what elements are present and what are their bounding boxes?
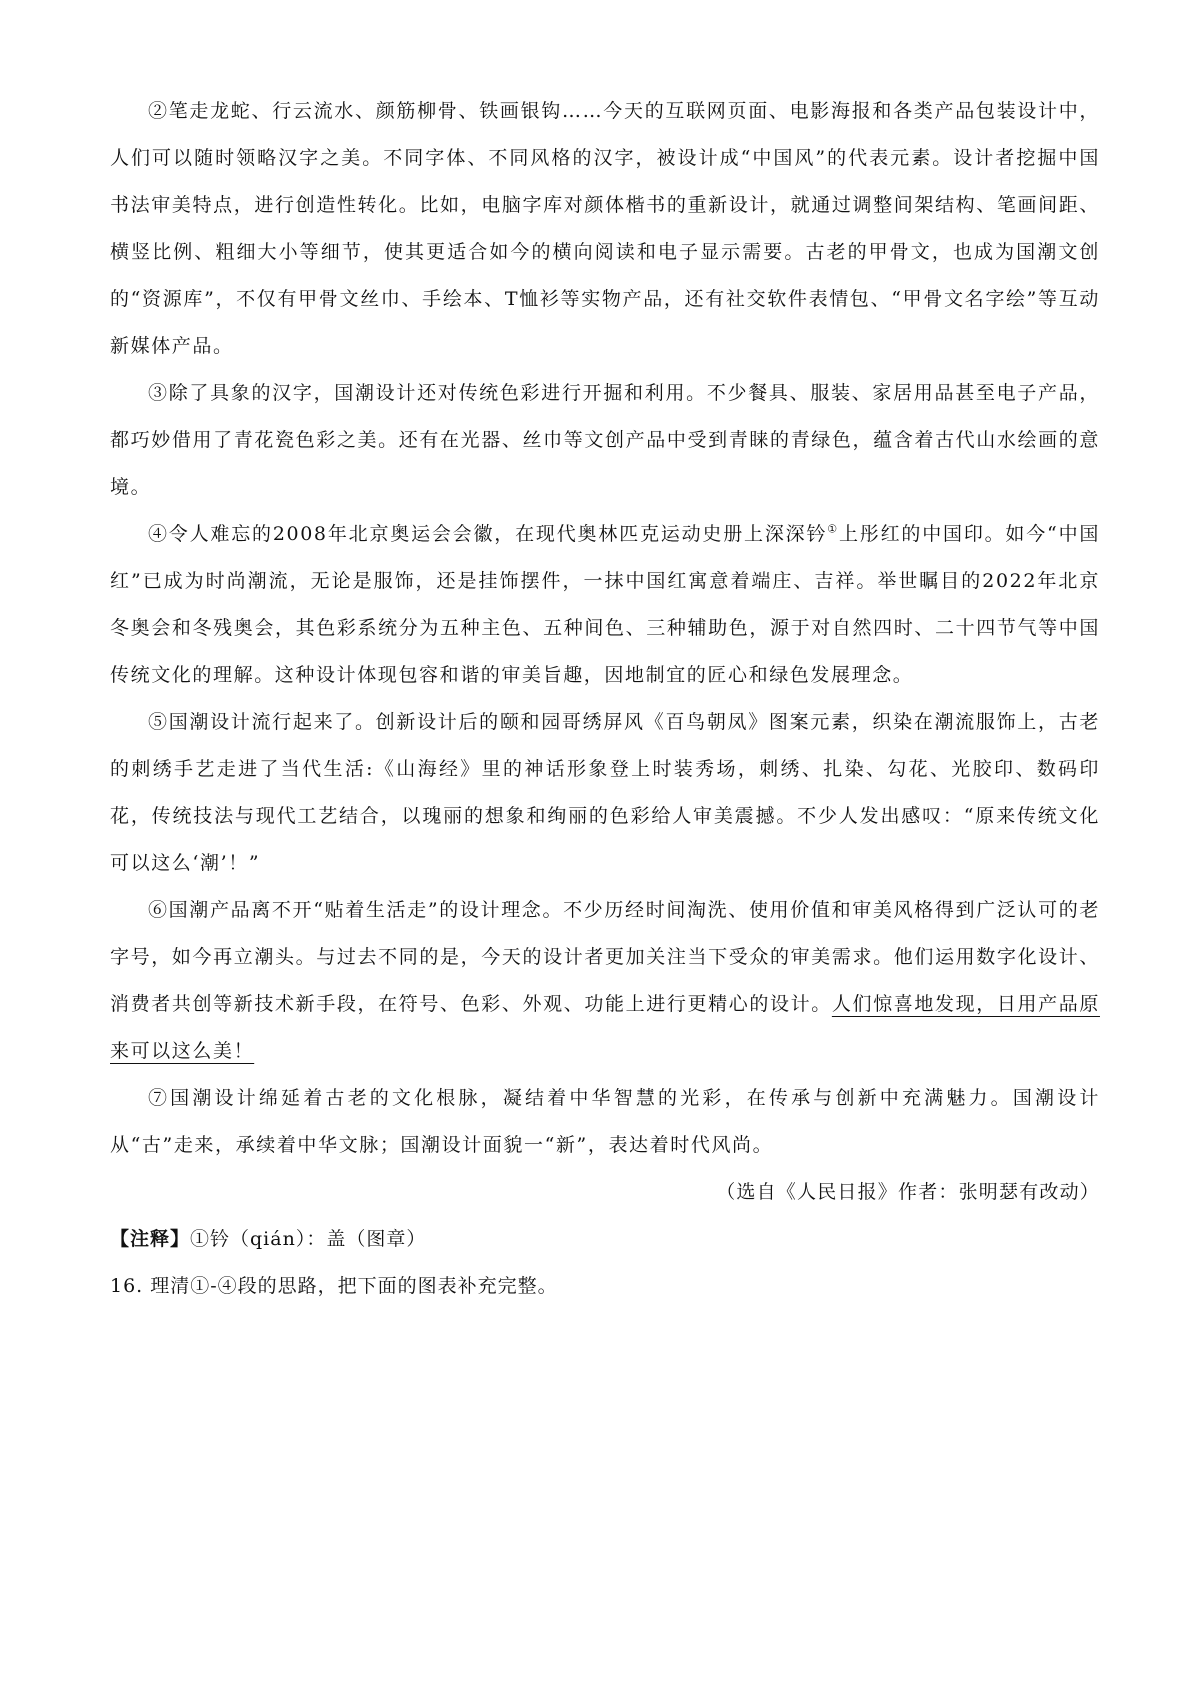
paragraph-4-after: 上彤红的中国印。如今“中国红”已成为时尚潮流，无论是服饰，还是挂饰摆件，一抹中国红寓意着端庄、吉祥。举世瞩目的2022年北京冬奥会和冬残奥会，其色彩系统分为五种主色、五种间色、三种辅助色，源于对自然四时、二十四节气等中国传统文化的理解。这种设计体现包容和谐的审美旨趣，因地制宜的匠心和绿色发展理念。 bbox=[110, 523, 1100, 686]
note-label: 【注释】 bbox=[110, 1228, 191, 1250]
paragraph-5: ⑤国潮设计流行起来了。创新设计后的颐和园哥绣屏风《百鸟朝凤》图案元素，织染在潮流服饰上，古老的刺绣手艺走进了当代生活:《山海经》里的神话形象登上时装秀场，刺绣、扎染、勾花、光胶印、数码印花，传统技法与现代工艺结合，以瑰丽的想象和绚丽的色彩给人审美震撼。不少人发出感叹：“原来传统文化可以这么‘潮’！” bbox=[110, 711, 1100, 874]
document-page bbox=[110, 88, 1100, 1310]
paragraph-6-text: ⑥国潮产品离不开“贴着生活走”的设计理念。不少历经时间淘洗、使用价值和审美风格得到广泛认可的老字号，如今再立潮头。与过去不同的是，今天的设计者更加关注当下受众的审美需求。他们运用数字化设计、消费者共创等新技术新手段，在符号、色彩、外观、功能上进行更精心的设计。 bbox=[110, 899, 1100, 1015]
annotation-note bbox=[110, 1216, 1100, 1263]
note-text: ①钤（qián）：盖（图章） bbox=[190, 1228, 427, 1250]
paragraph-4-before: ④令人难忘的2008年北京奥运会会徽，在现代奥林匹克运动史册上深深钤 bbox=[148, 523, 828, 545]
source-citation: （选自《人民日报》作者：张明瑟有改动） bbox=[716, 1181, 1100, 1203]
paragraph-4 bbox=[110, 511, 1100, 699]
paragraph-3: ③除了具象的汉字，国潮设计还对传统色彩进行开掘和利用。不少餐具、服装、家居用品甚至电子产品，都巧妙借用了青花瓷色彩之美。还有在光器、丝巾等文创产品中受到青睐的青绿色，蕴含着古代山水绘画的意境。 bbox=[110, 382, 1100, 498]
question-16: 16. 理清①-④段的思路，把下面的图表补充完整。 bbox=[110, 1275, 558, 1297]
paragraph-7: ⑦国潮设计绵延着古老的文化根脉，凝结着中华智慧的光彩，在传承与创新中充满魅力。国潮设计从“古”走来，承续着中华文脉；国潮设计面貌一“新”，表达着时代风尚。 bbox=[110, 1087, 1100, 1156]
paragraph-2: ②笔走龙蛇、行云流水、颜筋柳骨、铁画银钩……今天的互联网页面、电影海报和各类产品包装设计中，人们可以随时领略汉字之美。不同字体、不同风格的汉字，被设计成“中国风”的代表元素。设计者挖掘中国书法审美特点，进行创造性转化。比如，电脑字库对颜体楷书的重新设计，就通过调整间架结构、笔画间距、横竖比例、粗细大小等细节，使其更适合如今的横向阅读和电子显示需要。古老的甲骨文，也成为国潮文创的“资源库”，不仅有甲骨文丝巾、手绘本、T恤衫等实物产品，还有社交软件表情包、“甲骨文名字绘”等互动新媒体产品。 bbox=[110, 100, 1100, 357]
footnote-marker: ① bbox=[827, 522, 839, 536]
paragraph-6 bbox=[110, 887, 1100, 1075]
underlined-sentence: 人们惊喜地发现，日用产品原来可以这么美！ bbox=[110, 993, 1100, 1062]
